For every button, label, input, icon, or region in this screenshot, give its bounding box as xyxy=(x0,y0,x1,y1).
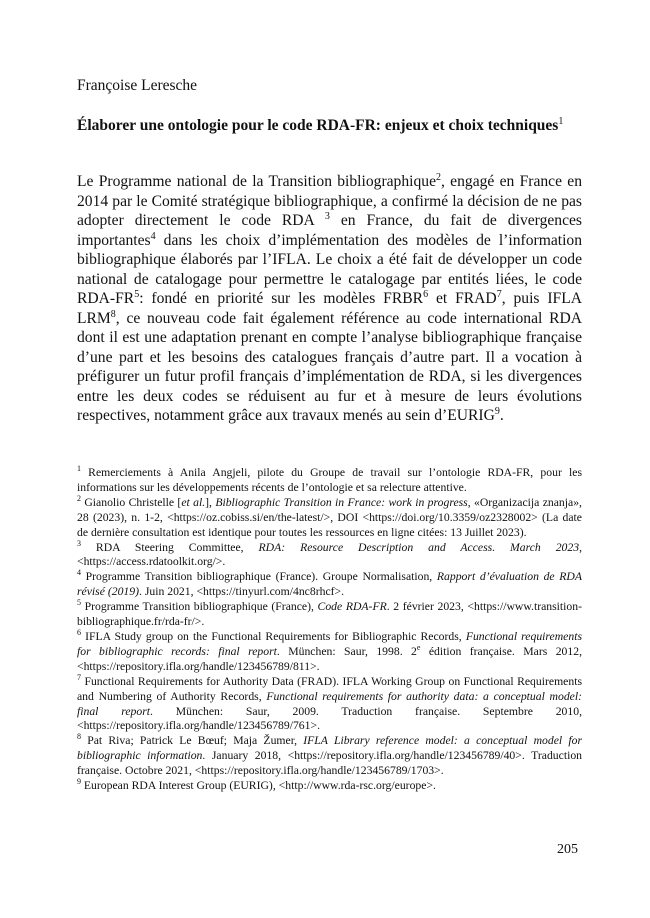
footnote-italic-title: Bibliographic Transition in France: work in progress xyxy=(215,495,468,509)
footnote-ref-6[interactable]: 6 xyxy=(423,288,429,300)
body-text: et FRAD xyxy=(428,290,497,307)
footnote-italic-title: Code RDA-FR xyxy=(317,600,387,614)
footnote-italic: et al. xyxy=(181,495,206,509)
footnote-text: Gianolio Christelle [ xyxy=(81,495,182,509)
footnote-text: Pat Riva; Patrick Le Bœuf; Maja Žumer, xyxy=(81,734,304,748)
footnote-text: . Juin 2021, <https://tinyurl.com/4nc8rhcf>. xyxy=(139,585,345,599)
footnote-italic-title: Functional requirements for bibliographic records: final report xyxy=(77,629,582,658)
footnote-number: 9 xyxy=(77,777,81,787)
footnote-text: Remerciements à Anila Angjeli, pilote du Groupe de travail sur l’ontologie RDA-FR, pour les informations sur les développements récents de l’ontologie et sa relecture attentive. xyxy=(77,466,582,494)
footnote-6 xyxy=(77,630,582,675)
footnote-ref-3[interactable]: 3 xyxy=(324,210,330,222)
footnote-italic-title: RDA: Resource Description and Access. March 2023 xyxy=(258,540,580,554)
footnote-1 xyxy=(77,466,582,496)
body-text: dans les choix d’implémentation des modèles de l’information bibliographique élaborés par l’IFLA. Le choix a été fait de développer un code national de catalogage pour permettre le catalogage par entités liées, le code RDA-FR xyxy=(77,231,582,307)
author-name: Françoise Leresche xyxy=(77,77,198,94)
footnote-text: , <https://access.rdatoolkit.org/>. xyxy=(77,540,582,569)
footnote-italic-title: Rapport d’évaluation de RDA révisé (2019) xyxy=(77,570,582,599)
body-text: en France, du fait de divergences importantes xyxy=(77,212,582,249)
footnote-number: 2 xyxy=(77,493,81,503)
footnote-number: 4 xyxy=(77,568,81,578)
body-text: , engagé en France en 2014 par le Comité stratégique bibliographique, a confirmé la décision de ne pas adopter directement le code RDA xyxy=(77,173,582,229)
footnote-ref-9[interactable]: 9 xyxy=(494,405,500,417)
footnote-text: édition française. Mars 2012, <https://repository.ifla.org/handle/123456789/811>. xyxy=(77,644,582,673)
footnote-8 xyxy=(77,734,582,779)
footnote-ref-8[interactable]: 8 xyxy=(110,308,116,320)
footnote-italic-title: IFLA Library reference model: a conceptual model for bibliographic information xyxy=(77,734,582,763)
page-number: 205 xyxy=(557,842,578,857)
footnote-text: . München: Saur, 2009. Traduction française. Septembre 2010, <https://repository.ifla.org/handle/123456789/761>. xyxy=(77,704,582,733)
footnote-9 xyxy=(77,779,582,794)
body-text: , puis IFLA LRM xyxy=(77,290,582,327)
footnote-text: . 2 février 2023, <https://www.transition-bibliographique.fr/rda-fr/>. xyxy=(77,600,582,629)
body-text: : fondé en priorité sur les modèles FRBR xyxy=(139,290,424,307)
footnotes xyxy=(77,466,582,794)
footnote-number: 5 xyxy=(77,598,81,608)
footnote-number: 8 xyxy=(77,732,81,742)
footnote-text: ], xyxy=(205,495,216,509)
footnote-ref-2[interactable]: 2 xyxy=(436,171,442,183)
footnote-5 xyxy=(77,600,582,630)
footnote-2 xyxy=(77,493,582,541)
footnote-text: Functional Requirements for Authority Data (FRAD). IFLA Working Group on Functional Requirements and Numbering of Authority Records, xyxy=(77,674,582,703)
footnote-number: 7 xyxy=(77,672,81,682)
footnote-number: 6 xyxy=(77,628,81,638)
footnote-text: European RDA Interest Group (EURIG), <http://www.rda-rsc.org/europe>. xyxy=(81,779,436,793)
footnote-ref-5[interactable]: 5 xyxy=(134,288,140,300)
chapter-title-text: Élaborer une ontologie pour le code RDA-FR: enjeux et choix techniques xyxy=(77,117,559,134)
body-text: Le Programme national de la Transition bibliographique xyxy=(77,173,437,190)
footnote-ref-1[interactable]: 1 xyxy=(558,115,564,127)
footnote-ref-7[interactable]: 7 xyxy=(496,288,502,300)
footnote-text: IFLA Study group on the Functional Requirements for Bibliographic Records, xyxy=(81,629,466,643)
body-paragraph xyxy=(77,172,582,426)
footnote-number: 3 xyxy=(77,538,81,548)
footnote-number: 1 xyxy=(77,464,81,474)
footnote-3 xyxy=(77,538,582,571)
footnote-text: . München: Saur, 1998. 2 xyxy=(276,644,417,658)
footnote-7 xyxy=(77,672,582,735)
footnote-text: Programme Transition bibliographique (France), xyxy=(81,600,318,614)
body-text: . xyxy=(499,407,504,424)
chapter-title xyxy=(77,116,592,136)
footnote-text: , «Organizacija znanja», 28 (2023), n. 1-2, <https://oz.cobiss.si/en/the-latest/>, DOI <https://doi.org/10.3359/oz2328002> (La date de dernière consultation est identique pour toutes les ressources en ligne citées: 13 Juillet 2023). xyxy=(77,495,582,539)
footnote-italic-title: Functional requirements for authority data: a conceptual model: final report xyxy=(77,689,582,718)
footnote-text: RDA Steering Committee, xyxy=(81,540,259,554)
edition-superscript: e xyxy=(416,642,421,652)
body-text: , ce nouveau code fait également référence au code international RDA dont il est une adaptation prenant en compte l’analyse bibliographique française d’une part et les besoins des catalogues français d’autre part. Il a vocation à préfigurer un futur profil français d’implémentation de RDA, si les divergences entre les deux codes se réduisent au fur et à mesure de leurs évolutions respectives, notamment grâce aux travaux menés au sein d’EURIG xyxy=(77,309,582,424)
footnote-4 xyxy=(77,570,582,600)
footnote-text: Programme Transition bibliographique (France). Groupe Normalisation, xyxy=(81,570,437,584)
footnote-text: . January 2018, <https://repository.ifla.org/handle/123456789/40>. Traduction française. Octobre 2021, <https://repository.ifla.org/handle/123456789/1703>. xyxy=(77,749,583,778)
footnote-ref-4[interactable]: 4 xyxy=(150,230,156,242)
